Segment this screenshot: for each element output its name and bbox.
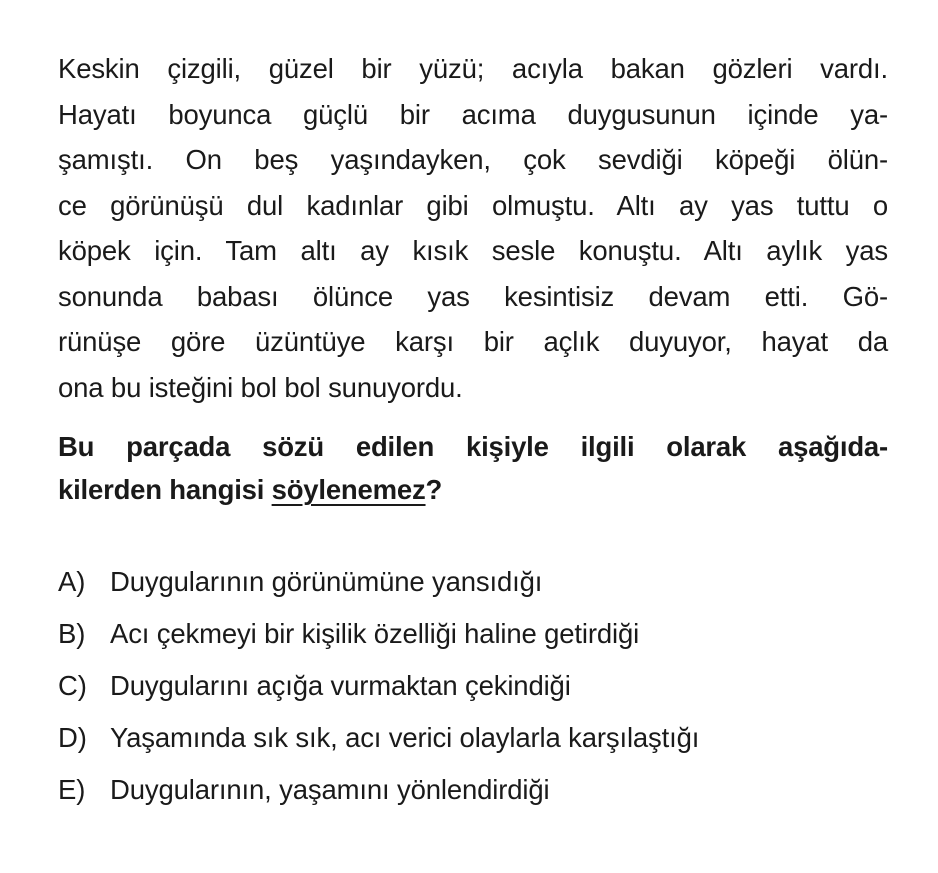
option-letter: A) xyxy=(58,566,86,597)
option-text: Yaşamında sık sık, acı verici olaylarla karşılaştığı xyxy=(110,722,700,753)
question-stem xyxy=(58,425,888,511)
question-text: kilerden hangisi xyxy=(58,474,272,505)
passage-line: şamıştı. On beş yaşındayken, çok sevdiği köpeği ölün- xyxy=(58,144,888,175)
question-mark: ? xyxy=(425,474,443,505)
question-page xyxy=(58,46,888,816)
reading-passage xyxy=(58,46,888,410)
option-text: Duygularını açığa vurmaktan çekindiği xyxy=(110,670,571,701)
question-line: Bu parçada sözü edilen kişiyle ilgili olarak aşağıda- xyxy=(58,431,888,462)
option-letter: E) xyxy=(58,774,86,805)
option-text: Acı çekmeyi bir kişilik özelliği haline getirdiği xyxy=(110,618,640,649)
option-text: Duygularının, yaşamını yönlendirdiği xyxy=(110,774,550,805)
answer-option-d[interactable] xyxy=(58,712,888,764)
option-letter: C) xyxy=(58,670,87,701)
answer-options xyxy=(58,556,888,816)
answer-option-e[interactable] xyxy=(58,764,888,816)
passage-line: Hayatı boyunca güçlü bir acıma duygusunun içinde ya- xyxy=(58,98,888,130)
option-text: Duygularının görünümüne yansıdığı xyxy=(110,566,543,597)
option-letter: B) xyxy=(58,618,86,649)
answer-option-a[interactable] xyxy=(58,556,888,608)
option-letter: D) xyxy=(58,722,87,753)
passage-line: sonunda babası ölünce yas kesintisiz devam etti. Gö- xyxy=(58,280,888,312)
passage-line: ona bu isteğini bol bol sunuyordu. xyxy=(58,371,463,403)
negative-keyword: söylenemez xyxy=(271,474,426,505)
passage-line: rünüşe göre üzüntüye karşı bir açlık duyuyor, hayat da xyxy=(58,326,888,357)
question-line xyxy=(58,468,888,511)
passage-line: ce görünüşü dul kadınlar gibi olmuştu. Altı ay yas tuttu o xyxy=(58,189,888,221)
answer-option-b[interactable] xyxy=(58,608,888,660)
passage-line: köpek için. Tam altı ay kısık sesle konuştu. Altı aylık yas xyxy=(58,235,888,266)
answer-option-c[interactable] xyxy=(58,660,888,712)
passage-line: Keskin çizgili, güzel bir yüzü; acıyla bakan gözleri vardı. xyxy=(58,53,888,84)
